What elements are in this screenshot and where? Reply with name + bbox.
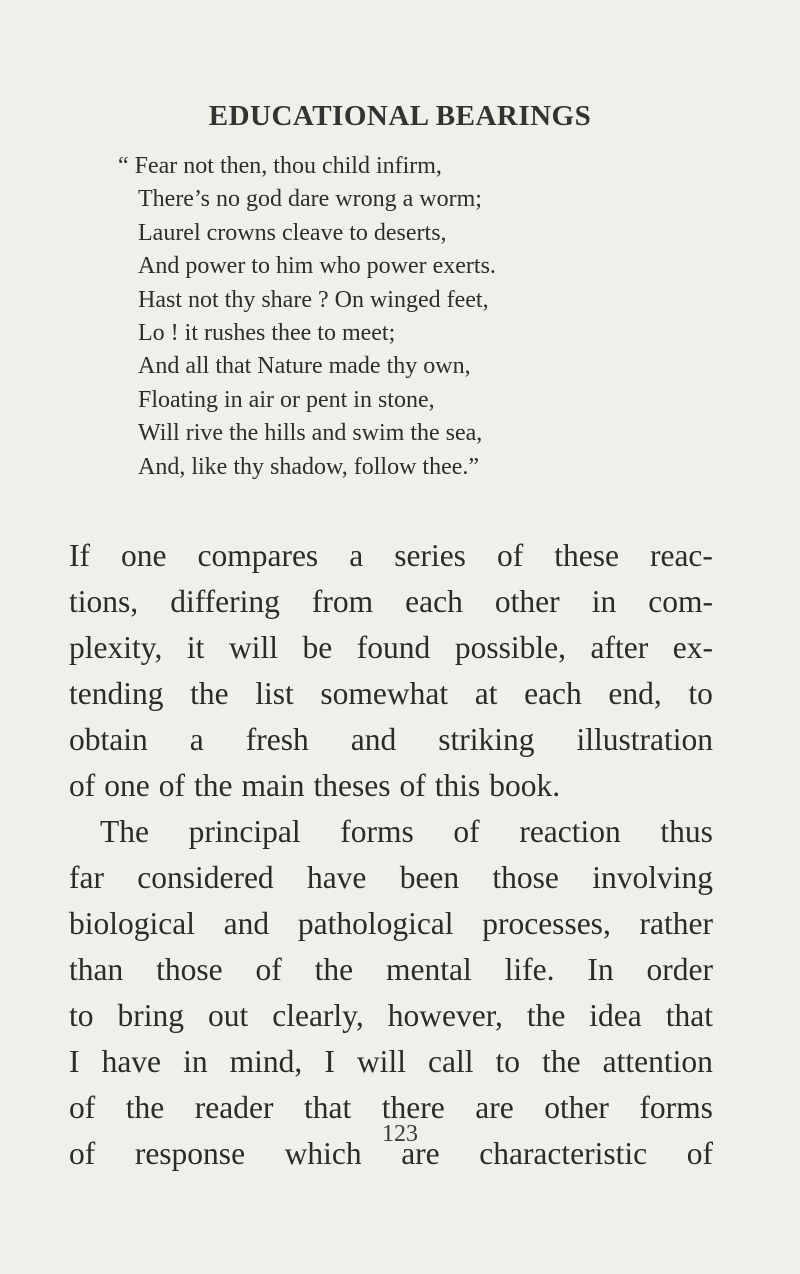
- word: I: [324, 1044, 335, 1079]
- word: forms: [639, 1090, 713, 1125]
- text-line: [69, 855, 713, 901]
- word: of: [686, 1136, 713, 1171]
- word: have: [306, 860, 367, 895]
- word: forms: [340, 814, 414, 849]
- word: thus: [660, 814, 713, 849]
- word: from: [311, 584, 374, 619]
- word: bring: [117, 998, 184, 1033]
- body-text: [69, 533, 713, 1177]
- word: those: [156, 952, 223, 987]
- word: list: [255, 676, 294, 711]
- word: the: [125, 1090, 165, 1125]
- word: to: [688, 676, 713, 711]
- word: plexity,: [69, 630, 163, 665]
- word: that: [665, 998, 713, 1033]
- word: reaction: [519, 814, 621, 849]
- poem-line: And all that Nature made thy own,: [138, 353, 471, 380]
- word: obtain: [69, 722, 148, 757]
- word: the: [526, 998, 566, 1033]
- word: of: [69, 768, 96, 803]
- word: that: [303, 1090, 352, 1125]
- word: however,: [387, 998, 503, 1033]
- word: characteristic: [479, 1136, 648, 1171]
- word: idea: [589, 998, 642, 1033]
- word: are: [475, 1090, 514, 1125]
- word: tions,: [69, 584, 139, 619]
- word: than: [69, 952, 124, 987]
- word: which: [284, 1136, 362, 1171]
- text-line: [69, 993, 713, 1039]
- word: possible,: [454, 630, 566, 665]
- word: other: [494, 584, 560, 619]
- word: this: [434, 768, 481, 803]
- word: after: [590, 630, 649, 665]
- word: of: [496, 538, 524, 573]
- text-line: [69, 901, 713, 947]
- word: fresh: [245, 722, 309, 757]
- word: at: [474, 676, 498, 711]
- poem-line: Floating in air or pent in stone,: [138, 386, 435, 413]
- word: principal: [188, 814, 301, 849]
- word: order: [646, 952, 713, 987]
- word: considered: [137, 860, 274, 895]
- poem-line: Hast not thy share ? On winged feet,: [138, 286, 489, 313]
- word: series: [394, 538, 466, 573]
- word: those: [492, 860, 559, 895]
- word: one: [104, 768, 150, 803]
- word: end,: [608, 676, 662, 711]
- word: are: [401, 1136, 440, 1171]
- word: response: [134, 1136, 246, 1171]
- word: differing: [170, 584, 280, 619]
- text-line: [69, 1039, 713, 1085]
- poem-line: Lo ! it rushes thee to meet;: [138, 320, 396, 347]
- word: somewhat: [320, 676, 449, 711]
- word: com-: [648, 584, 713, 619]
- word: of: [69, 1090, 96, 1125]
- word: one: [121, 538, 167, 573]
- text-line: [69, 717, 713, 763]
- word: the: [314, 952, 354, 987]
- poem-line: “ Fear not then, thou child infirm,: [118, 153, 442, 179]
- text-line: [69, 579, 713, 625]
- word: reader: [194, 1090, 274, 1125]
- word: to: [495, 1044, 521, 1079]
- word: striking: [438, 722, 535, 757]
- word: and: [350, 722, 397, 757]
- word: each: [405, 584, 463, 619]
- word: to: [69, 998, 94, 1033]
- word: will: [228, 630, 278, 665]
- word: in: [183, 1044, 208, 1079]
- word: of: [453, 814, 480, 849]
- word: ex-: [672, 630, 713, 665]
- word: been: [399, 860, 460, 895]
- word: a: [349, 538, 364, 573]
- page-number: 123: [382, 1121, 418, 1147]
- text-line: [69, 533, 713, 579]
- word: the: [193, 768, 233, 803]
- word: these: [554, 538, 619, 573]
- word: the: [190, 676, 229, 711]
- word: book.: [489, 768, 561, 803]
- word: of: [399, 768, 426, 803]
- word: compares: [197, 538, 319, 573]
- word: If: [69, 538, 90, 573]
- text-line: [69, 809, 713, 855]
- word: each: [524, 676, 582, 711]
- word: of: [69, 1136, 96, 1171]
- word: The: [100, 814, 149, 849]
- word: biological: [69, 906, 195, 941]
- poem-line: Laurel crowns cleave to deserts,: [138, 219, 447, 246]
- word: processes,: [482, 906, 611, 941]
- word: the: [542, 1044, 581, 1079]
- poem-line: Will rive the hills and swim the sea,: [138, 420, 483, 447]
- word: involving: [592, 860, 713, 895]
- word: and: [223, 906, 270, 941]
- word: mental: [386, 952, 472, 987]
- word: have: [101, 1044, 162, 1079]
- poem-quotation: [118, 150, 738, 484]
- word: far: [69, 860, 104, 895]
- word: I: [69, 1044, 80, 1079]
- word: of: [255, 952, 282, 987]
- word: of: [158, 768, 185, 803]
- text-line: [69, 625, 713, 671]
- word: other: [544, 1090, 609, 1125]
- word: clearly,: [272, 998, 364, 1033]
- word: attention: [602, 1044, 713, 1079]
- word: call: [428, 1044, 474, 1079]
- poem-line: And power to him who power exerts.: [138, 253, 496, 280]
- word: mind,: [229, 1044, 303, 1079]
- word: it: [186, 630, 205, 665]
- word: be: [302, 630, 333, 665]
- word: In: [587, 952, 614, 987]
- poem-line: And, like thy shadow, follow thee.”: [138, 453, 480, 480]
- word: theses: [313, 768, 391, 803]
- word: pathological: [297, 906, 454, 941]
- word: illustration: [576, 722, 713, 757]
- word: out: [207, 998, 249, 1033]
- poem-line: There’s no god dare wrong a worm;: [138, 186, 482, 213]
- word: rather: [639, 906, 713, 941]
- word: tending: [69, 676, 164, 711]
- word: in: [591, 584, 617, 619]
- word: a: [189, 722, 204, 757]
- word: main: [241, 768, 305, 803]
- text-line: [69, 763, 713, 809]
- word: life.: [504, 952, 555, 987]
- word: will: [356, 1044, 406, 1079]
- text-line: [69, 947, 713, 993]
- word: reac-: [649, 538, 713, 573]
- text-line: [69, 671, 713, 717]
- word: found: [356, 630, 431, 665]
- word: there: [381, 1090, 445, 1125]
- running-head: EDUCATIONAL BEARINGS: [208, 100, 592, 132]
